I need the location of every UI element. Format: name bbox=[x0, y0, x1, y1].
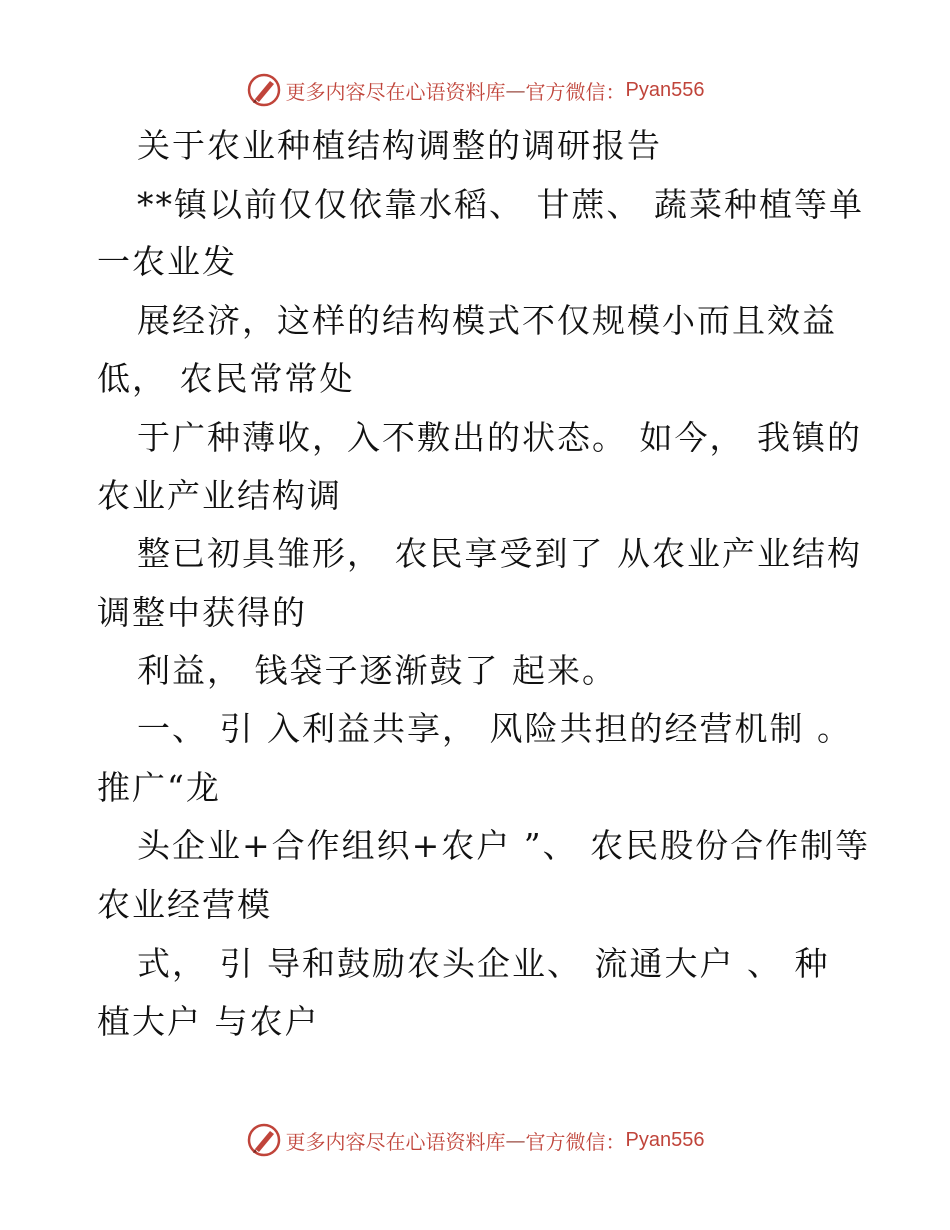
footer-banner bbox=[0, 1120, 950, 1160]
banner-dash: — bbox=[505, 78, 526, 102]
text-line: 一农业发 bbox=[97, 242, 237, 281]
text-line: 低， 农民常常处 bbox=[97, 359, 355, 398]
text-line: 调整中获得的 bbox=[97, 593, 307, 632]
wechat-handle: Pyan556 bbox=[625, 78, 705, 101]
wechat-label: 官方微信： bbox=[525, 79, 626, 104]
wechat-label: 官方微信： bbox=[525, 1129, 626, 1154]
text-line: 于广种薄收，入不敷出的状态。 如今， 我镇的 bbox=[137, 418, 862, 457]
text-line: 农业经营模 bbox=[97, 885, 272, 924]
text-line: 推广“龙 bbox=[97, 768, 221, 807]
pen-logo-icon bbox=[246, 1122, 282, 1158]
promo-text: 更多内容尽在心语资料库 bbox=[285, 1129, 506, 1154]
promo-text: 更多内容尽在心语资料库 bbox=[285, 79, 506, 104]
header-banner bbox=[0, 70, 950, 110]
text-line: 农业产业结构调 bbox=[97, 476, 342, 515]
wechat-handle: Pyan556 bbox=[625, 1128, 705, 1151]
text-line: 利益， 钱袋子逐渐鼓了 起来。 bbox=[137, 651, 617, 690]
pen-logo-icon bbox=[246, 72, 282, 108]
banner-dash: — bbox=[505, 1128, 526, 1152]
document-title: 关于农业种植结构调整的调研报告 bbox=[137, 126, 662, 165]
section-heading: 一、 引 入利益共享， 风险共担的经营机制 。 bbox=[137, 709, 852, 748]
text-line: 展经济，这样的结构模式不仅规模小而且效益 bbox=[137, 301, 837, 340]
text-line: 头企业+合作组织+农户 ”、 农民股份合作制等 bbox=[137, 826, 871, 865]
text-line: 式， 引 导和鼓励农头企业、 流通大户 、 种 bbox=[137, 944, 830, 983]
text-line: 整已初具雏形， 农民享受到了 从农业产业结构 bbox=[137, 534, 862, 573]
text-line: **镇以前仅仅依靠水稻、 甘蔗、 蔬菜种植等单 bbox=[137, 185, 864, 224]
text-line: 植大户 与农户 bbox=[97, 1002, 320, 1041]
